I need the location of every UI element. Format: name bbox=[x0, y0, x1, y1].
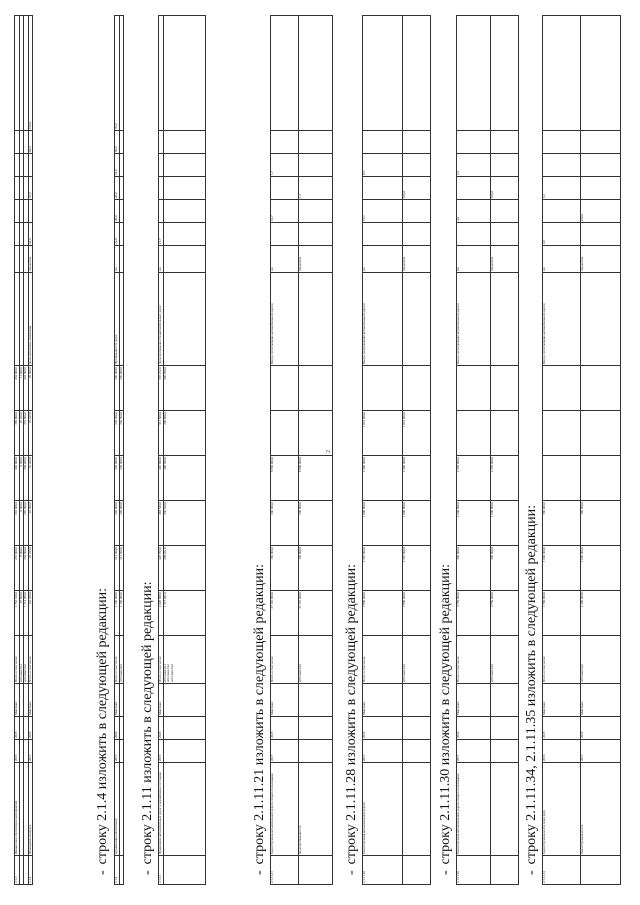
section-heading: -строку 2.1.11.30 изложить в следующей редакции: bbox=[438, 563, 453, 875]
source-label: источник №1 bbox=[19, 636, 24, 684]
table-row: источник №2 7 800 000,0 2 587 000,0 1 000 000,0 2 300 000,0 1 913 000,0 процентов 100,0 bbox=[403, 16, 431, 885]
row-title: Финансовое обеспечение мероприятий bbox=[15, 763, 20, 856]
section-heading: -строку 2.1.11.21 изложить в следующей редакции: bbox=[252, 563, 267, 875]
page-number: 2 bbox=[326, 450, 332, 453]
table-row: Реконструкция моста 2017 2019 Минтранс источник №2 1 790 000,0 1 000 000,0 790 000,0 процентов 100,0 bbox=[581, 16, 621, 885]
year-start: 2016 bbox=[15, 740, 20, 763]
source-label: Всего, в том числе: bbox=[15, 636, 20, 684]
table-block-2-1-11-34 bbox=[542, 15, 621, 885]
table-row: источник №2 3 750 000,0 300 000,0 1 200 000,0 2 250 000,0 процентов 100,0 bbox=[491, 16, 519, 885]
table-row: источник №1 источник №2 источник №3 1 377 491,0 239 421,0 260 620,0 280 500,0 290 900,0 306 050,0 bbox=[163, 16, 205, 885]
table-row: 2.1.11.28 Реконструкция автомобильной дороги 2017 2019 Минтранс Всего, в том числе: 7 800 000,0 2 587 000,0 1 000 000,0 2 300 000,0 1 913 000,0 Ввод в эксплуатацию автомобильной дороги км 15,7 8,5 bbox=[363, 16, 403, 885]
table-block-2-1-11 bbox=[158, 15, 206, 885]
table-block-2-1-11-28 bbox=[362, 15, 431, 885]
row-code: 2.1.4 bbox=[28, 856, 33, 885]
section-heading: -строку 2.1.11.28 изложить в следующей редакции: bbox=[344, 563, 359, 875]
table-row: 2.1.11 Приведение автомобильных дорог в нормативное состояние 2016 2020 Минтранс Всего, в том числе: 2 448 098,0 426 706,0 483 540,0 491 000,0 511 600,0 535 252,0 Доля протяженности автомобильных дорог км 21,7 bbox=[159, 16, 164, 885]
row-code: 2.1.3 bbox=[15, 856, 20, 885]
table-row: источник №2 1 150 000,0 213 500,0 220 000,0 230 000,0 236 500,0 250 000,0 bbox=[119, 16, 124, 885]
table-row: 2.1.11.34 Реконструкция моста через реку 2016 2018 Минтранс Всего, в том числе: 1 790 000,0 1 000 000,0 790 000,0 Ввод в эксплуатацию автомобильной дороги км 0,5 0,1 bbox=[543, 16, 581, 885]
table-row: 2.1.4 Проведение конкурса 2017 2020 Минтранс Всего, в том числе: 122 345,0 20 100,0 22 300,0 24 200,0 26 445,0 29 300,0 Доля населения, охваченная процентов 44,0 62,0 84,0 100,0 bbox=[28, 16, 33, 885]
table-block-top bbox=[14, 15, 33, 885]
table-block-2-1-11-21 bbox=[270, 15, 333, 885]
table-block-2-1-11-30 bbox=[456, 15, 519, 885]
table-row: Доля протяженности источник №2 37 110 000,0 150 000,0 600 000,0 8 800 000,0 процентов 1,7 bbox=[299, 16, 333, 885]
table-row: 2.1.4 Организация обеспечения 2017 2020 Минтранс Всего, в том числе: 1 150 000,0 213 500,0 220 000,0 230 000,0 236 500,0 250 000,0 Протяженность дорог км 22,0 40,0 46,0 52,0 60,0 70,0 bbox=[115, 16, 120, 885]
section-heading: -строку 2.1.4 изложить в следующей редакции: bbox=[95, 587, 110, 875]
table-row: 2.1.11.30 Реконструкция автомобильной дороги общего пользования 2017 2019 Минтранс Всего, в том числе: 3 750 000,0 300 000,0 1 200 000,0 2 250 000,0 Ввод в эксплуатацию автомобильной дороги км 4,0 2,5 bbox=[457, 16, 491, 885]
source-label: источник №2 bbox=[24, 636, 29, 684]
table-block-2-1-4 bbox=[114, 15, 124, 885]
section-heading: -строку 2.1.11.34, 2.1.11.35 изложить в следующей редакции: bbox=[524, 504, 539, 875]
executor: Минтранс bbox=[15, 684, 20, 717]
table-row: 2.1.3 Финансовое обеспечение мероприятий 2016 2018 Минтранс Всего, в том числе: 1 762 100,0 272 000,0 301 000,0 349 000,0 386 000,0 454 000,0 bbox=[15, 16, 20, 885]
year-end: 2018 bbox=[15, 717, 20, 740]
table-row: источник №2 1 714 300,0 264 000,0 292 000,0 339 400,0 375 800,0 443 000,0 bbox=[24, 16, 29, 885]
table-row: источник №1 47 800,0 8 000,0 9 000,0 9 600,0 10 200,0 11 000,0 bbox=[19, 16, 24, 885]
table-row: 2.1.11.21 Реконструкция автомобильной дороги общего пользования 2017 2018 Минтранс Всего, в том числе: 37 110 000,0 150 000,0 600 000,0 8 800 000,0 Ввод в эксплуатацию автомобильной дороги км 10,7 1,7 bbox=[271, 16, 299, 885]
section-heading: -строку 2.1.11 изложить в следующей редакции: bbox=[140, 581, 155, 875]
